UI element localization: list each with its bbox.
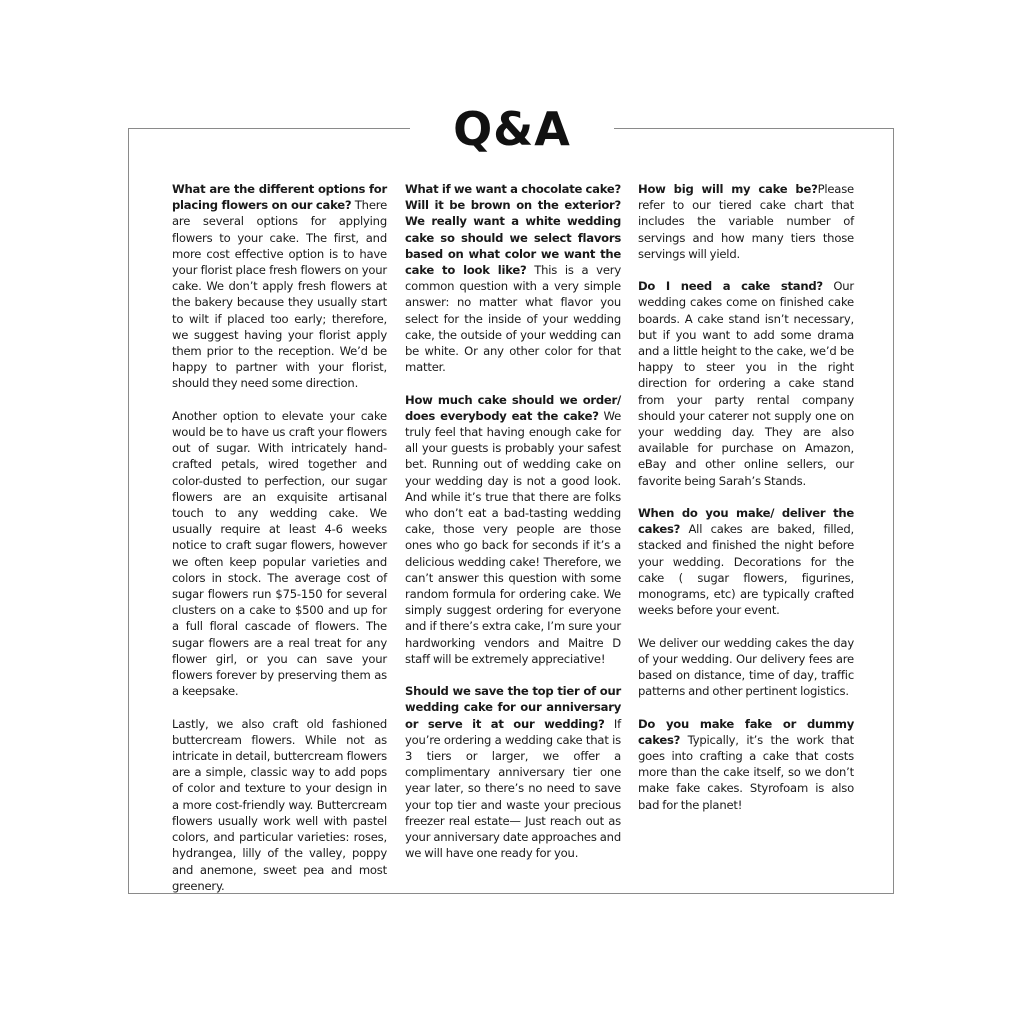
question-text: How much cake should we order/ does everybody eat the cake? bbox=[405, 392, 621, 423]
question-text: Do I need a cake stand? bbox=[638, 279, 823, 294]
column-1 bbox=[172, 181, 387, 910]
page-title: Q&A bbox=[453, 102, 571, 156]
qa-paragraph bbox=[172, 408, 387, 700]
answer-text: Please refer to our tiered cake chart that includes the variable number of servings and how many tiers those servings will yield. bbox=[638, 182, 854, 261]
column-2 bbox=[405, 181, 621, 878]
answer-text: Typically, it’s the work that goes into crafting a cake that costs more than the cake itself, so we don’t make fake cakes. Styrofoam is also bad for the planet! bbox=[638, 732, 854, 812]
answer-text: There are several options for applying flowers to your cake. The first, and more cost effective option is to have your florist place fresh flowers on your cake. We don’t apply fresh flowers at the bakery because they usually start to wilt if placed too early; therefore, we suggest having your florist apply them prior to the reception. We’d be happy to partner with your florist, should they need some direction. bbox=[172, 198, 387, 391]
answer-text: This is a very common question with a very simple answer: no matter what flavor you select for the inside of your wedding cake, the outside of your wedding can be white. Or any other color for that matter. bbox=[405, 263, 621, 375]
qa-paragraph bbox=[405, 392, 621, 667]
answer-text: Another option to elevate your cake would be to have us craft your flowers out of sugar. With intricately hand-crafted petals, wired together and color-dusted to perfection, our sugar flowers are an exquisite artisanal touch to any wedding cake. We usually require at least 4-6 weeks notice to craft sugar flowers, however we often keep popular varieties and colors in stock. The average cost of sugar flowers run $75-150 for several clusters on a cake to $500 and up for a full floral cascade of flowers. The sugar flowers are a real treat for any flower girl, or you can save your flowers forever by preserving them as a keepsake. bbox=[172, 408, 387, 699]
question-text: Should we save the top tier of our wedding cake for our anniversary or serve it at our wedding? bbox=[405, 684, 621, 731]
qa-paragraph bbox=[172, 181, 387, 392]
question-text: Do you make fake or dummy cakes? bbox=[638, 716, 854, 747]
answer-text: We deliver our wedding cakes the day of your wedding. Our delivery fees are based on distance, time of day, traffic patterns and other pertinent logistics. bbox=[638, 635, 854, 699]
qa-paragraph bbox=[638, 181, 854, 262]
qa-paragraph bbox=[405, 683, 621, 861]
answer-text: We truly feel that having enough cake for all your guests is probably your safest bet. Running out of wedding cake on your wedding day is not a good look. And while it’s true that there are folks who don’t eat a bad-tasting wedding cake, those very people are those ones who go back for seconds if it’s a delicious wedding cake! Therefore, we can’t answer this question with some random formula for ordering cake. We simply suggest ordering for everyone and if there’s extra cake, I’m sure your hardworking vendors and Maitre D staff will be extremely appreciative! bbox=[405, 408, 622, 666]
answer-text: Lastly, we also craft old fashioned buttercream flowers. While not as intricate in detail, buttercream flowers are a simple, classic way to add pops of color and texture to your design in a more cost-friendly way. Buttercream flowers usually work well with pastel colors, and particular varieties: roses, hydrangea, lilly of the valley, poppy and anemone, sweet pea and most greenery. bbox=[172, 716, 387, 893]
answer-text: All cakes are baked, filled, stacked and finished the night before your wedding. Decorations for the cake ( sugar flowers, figurines, monograms, etc) are typically crafted weeks before your event. bbox=[638, 522, 854, 618]
qa-paragraph bbox=[405, 181, 621, 375]
column-3 bbox=[638, 181, 854, 829]
qa-paragraph bbox=[172, 716, 387, 894]
qa-paragraph bbox=[638, 716, 854, 813]
question-text: What if we want a chocolate cake? Will it be brown on the exterior? We really want a white wedding cake so should we select flavors based on what color we want the cake to look like? bbox=[405, 182, 621, 278]
question-text: When do you make/ deliver the cakes? bbox=[638, 506, 854, 537]
question-text: What are the different options for placing flowers on our cake? bbox=[172, 182, 387, 213]
answer-text: Our wedding cakes come on finished cake boards. A cake stand isn’t necessary, but if you want to add some drama and a little height to the cake, we’d be happy to steer you in the right direction for ordering a cake stand from your party rental company should your caterer not supply one on your wedding day. They are also available for purchase on Amazon, eBay and other online sellers, our favorite being Sarah’s Stands. bbox=[638, 279, 854, 488]
qa-paragraph bbox=[638, 278, 854, 489]
qa-paragraph bbox=[638, 505, 854, 618]
question-text: How big will my cake be? bbox=[638, 182, 818, 196]
answer-text: If you’re ordering a wedding cake that is 3 tiers or larger, we offer a complimentary anniversary tier one year later, so there’s no need to save your top tier and waste your precious freezer real estate— Just reach out as your anniversary date approaches and we will have one ready for you. bbox=[405, 716, 622, 861]
qa-paragraph bbox=[638, 635, 854, 700]
